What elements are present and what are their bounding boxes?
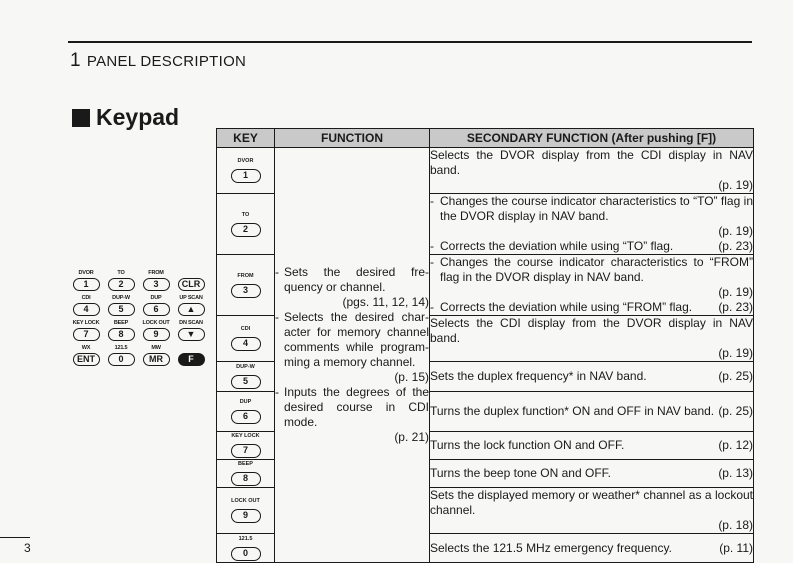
keypad-cell bbox=[105, 345, 137, 366]
secondary-item bbox=[430, 466, 753, 481]
key-button[interactable]: 9 bbox=[231, 509, 261, 523]
keypad-key-label: TO bbox=[117, 270, 125, 276]
secondary-line bbox=[430, 438, 753, 453]
table-header-row bbox=[217, 129, 754, 148]
keypad-key[interactable]: 7 bbox=[73, 328, 100, 341]
keypad-cell bbox=[105, 320, 137, 341]
keypad-key-label: DVOR bbox=[78, 270, 94, 276]
keypad-cell bbox=[70, 270, 102, 291]
secondary-dash: - bbox=[430, 194, 434, 208]
secondary-item bbox=[430, 488, 753, 533]
keypad-key-label: DUP-W bbox=[112, 295, 130, 301]
heading-square-icon bbox=[72, 109, 90, 127]
function-item bbox=[275, 265, 429, 295]
secondary-cell bbox=[430, 362, 754, 392]
keypad-key-label: WX bbox=[81, 345, 91, 351]
key-cell bbox=[217, 488, 275, 534]
function-text: Inputs the degrees of the desired course in CDI mode. bbox=[284, 385, 429, 429]
secondary-page-ref: (p. 18) bbox=[718, 518, 753, 532]
secondary-item bbox=[430, 239, 753, 254]
keypad-key[interactable]: 2 bbox=[108, 278, 135, 291]
keypad-key-label: 121.5 bbox=[114, 345, 128, 351]
secondary-item bbox=[430, 404, 753, 419]
secondary-page-ref: (p. 25) bbox=[718, 369, 753, 383]
function-text: Selects the desired char- acter for memory channel comments while program- ming a memory channel. bbox=[284, 310, 429, 369]
secondary-line bbox=[430, 541, 753, 556]
secondary-body bbox=[430, 438, 753, 453]
secondary-line bbox=[440, 300, 753, 315]
function-page-ref: (pgs. 11, 12, 14) bbox=[342, 295, 429, 309]
key-label: 121.5 bbox=[238, 535, 253, 542]
key-cell bbox=[217, 534, 275, 563]
keypad-key-label: UP SCAN bbox=[179, 295, 203, 301]
secondary-page-ref: (p. 19) bbox=[718, 285, 753, 299]
keypad-cell bbox=[140, 320, 172, 341]
keypad-key[interactable]: 6 bbox=[143, 303, 170, 316]
key-button[interactable]: 2 bbox=[231, 223, 261, 237]
keypad-key[interactable]: ▼ bbox=[178, 328, 205, 341]
keypad-key-label: FROM bbox=[148, 270, 164, 276]
keypad-cell bbox=[175, 270, 207, 291]
secondary-body bbox=[430, 316, 753, 361]
keypad-row bbox=[70, 320, 210, 344]
secondary-cell bbox=[430, 316, 754, 362]
secondary-line bbox=[430, 404, 753, 419]
keypad-cell bbox=[175, 295, 207, 316]
header-function: FUNCTION bbox=[275, 129, 430, 148]
keypad-key[interactable]: ▲ bbox=[178, 303, 205, 316]
secondary-cell bbox=[430, 534, 754, 563]
keypad-key-label: KEY LOCK bbox=[72, 320, 100, 326]
key-button[interactable]: 6 bbox=[231, 410, 261, 424]
key-label: FROM bbox=[237, 272, 254, 279]
keypad-cell bbox=[175, 345, 207, 366]
secondary-body bbox=[440, 300, 753, 315]
key-cell bbox=[217, 316, 275, 362]
function-cell bbox=[275, 148, 430, 563]
key-button[interactable]: 7 bbox=[231, 444, 261, 458]
function-item bbox=[275, 310, 429, 370]
keypad-cell bbox=[70, 295, 102, 316]
keypad-table bbox=[216, 128, 754, 563]
keypad-cell bbox=[105, 295, 137, 316]
key-label: DVOR bbox=[237, 158, 254, 164]
function-text: Sets the desired fre- quency or channel. bbox=[284, 265, 429, 294]
header-key: KEY bbox=[217, 129, 275, 148]
keypad-cell bbox=[105, 270, 137, 291]
keypad-key[interactable]: CLR bbox=[178, 278, 205, 291]
section-header bbox=[70, 50, 246, 72]
secondary-dash: - bbox=[430, 255, 434, 269]
function-page-ref: (p. 15) bbox=[394, 370, 429, 384]
secondary-body bbox=[440, 194, 753, 239]
secondary-cell bbox=[430, 392, 754, 432]
secondary-page-ref: (p. 25) bbox=[718, 404, 753, 418]
secondary-text: Selects the 121.5 MHz emergency frequency. bbox=[430, 540, 672, 555]
secondary-body bbox=[430, 466, 753, 481]
keypad-key-label bbox=[175, 345, 207, 352]
keypad-key-label: MW bbox=[151, 345, 161, 351]
secondary-page-ref: (p. 11) bbox=[719, 540, 753, 555]
page-number: 3 bbox=[24, 541, 31, 555]
page-heading bbox=[72, 104, 179, 131]
key-label: LOCK OUT bbox=[231, 498, 260, 504]
keypad-cell bbox=[140, 295, 172, 316]
keypad-key-label: LOCK OUT bbox=[142, 320, 170, 326]
secondary-page-ref: (p. 13) bbox=[718, 466, 753, 480]
key-label: BEEP bbox=[238, 461, 253, 467]
secondary-text: Turns the lock function ON and OFF. bbox=[430, 438, 625, 452]
secondary-page-ref: (p. 19) bbox=[718, 178, 753, 192]
keypad-key-label bbox=[175, 270, 207, 277]
keypad-cell bbox=[140, 270, 172, 291]
keypad-cell bbox=[70, 320, 102, 341]
key-cell bbox=[217, 460, 275, 488]
key-button[interactable]: 8 bbox=[231, 472, 261, 486]
secondary-cell bbox=[430, 194, 754, 255]
secondary-page-ref: (p. 23) bbox=[718, 300, 753, 314]
secondary-text: Sets the duplex frequency* in NAV band. bbox=[430, 369, 647, 383]
secondary-page-ref: (p. 12) bbox=[718, 438, 753, 452]
keypad-key[interactable]: ENT bbox=[73, 353, 100, 366]
secondary-body bbox=[430, 369, 753, 384]
secondary-text: Changes the course indicator characteristics to “FROM” flag in the DVOR display in NAV band. bbox=[440, 255, 753, 284]
table-body bbox=[217, 148, 754, 563]
key-label: KEY LOCK bbox=[231, 433, 260, 439]
secondary-item bbox=[430, 148, 753, 193]
key-button[interactable]: 5 bbox=[231, 375, 261, 389]
secondary-page-ref: (p. 19) bbox=[718, 224, 753, 238]
keypad-key[interactable]: 5 bbox=[108, 303, 135, 316]
key-button[interactable]: 0 bbox=[231, 547, 261, 561]
keypad-key[interactable]: MR bbox=[143, 353, 170, 366]
keypad-key-label: DN SCAN bbox=[179, 320, 203, 326]
key-button[interactable]: 1 bbox=[231, 169, 261, 183]
keypad-row bbox=[70, 345, 210, 369]
secondary-body bbox=[440, 239, 753, 254]
keypad-key[interactable]: 1 bbox=[73, 278, 100, 291]
table-row bbox=[217, 148, 754, 194]
keypad-key-label: CDI bbox=[81, 295, 91, 301]
secondary-line bbox=[430, 369, 753, 384]
key-cell bbox=[217, 432, 275, 460]
keypad-key[interactable]: F bbox=[178, 353, 205, 366]
secondary-text: Turns the beep tone ON and OFF. bbox=[430, 466, 611, 480]
keypad-cell bbox=[140, 345, 172, 366]
keypad-key[interactable]: 9 bbox=[143, 328, 170, 341]
key-label: CDI bbox=[240, 326, 251, 332]
section-title: PANEL DESCRIPTION bbox=[86, 53, 247, 70]
function-dash: - bbox=[275, 385, 279, 399]
page-number-rule bbox=[0, 537, 30, 538]
header-secondary: SECONDARY FUNCTION (After pushing [F]) bbox=[430, 129, 754, 148]
key-label: DUP-W bbox=[236, 364, 255, 370]
secondary-line bbox=[430, 466, 753, 481]
secondary-text: Corrects the deviation while using “FROM” flag. bbox=[440, 300, 693, 314]
secondary-body bbox=[440, 255, 753, 300]
key-cell bbox=[217, 194, 275, 255]
key-cell bbox=[217, 392, 275, 432]
keypad-key[interactable]: 4 bbox=[73, 303, 100, 316]
secondary-dash: - bbox=[430, 300, 434, 314]
secondary-body bbox=[430, 148, 753, 193]
key-cell bbox=[217, 255, 275, 316]
secondary-item bbox=[430, 541, 753, 556]
function-item bbox=[275, 385, 429, 430]
key-cell bbox=[217, 362, 275, 392]
header-rule bbox=[68, 41, 752, 43]
heading-text: Keypad bbox=[96, 104, 180, 130]
secondary-cell bbox=[430, 432, 754, 460]
secondary-text: Sets the displayed memory or weather* channel as a lockout channel. bbox=[430, 488, 753, 517]
key-label: TO bbox=[241, 211, 250, 218]
secondary-text: Selects the DVOR display from the CDI display in NAV band. bbox=[430, 148, 753, 177]
secondary-item bbox=[430, 255, 753, 300]
key-button[interactable]: 3 bbox=[231, 284, 261, 298]
secondary-body bbox=[430, 404, 753, 419]
secondary-page-ref: (p. 23) bbox=[718, 239, 753, 253]
secondary-line bbox=[440, 239, 753, 254]
secondary-item bbox=[430, 300, 753, 315]
function-dash: - bbox=[275, 310, 279, 324]
keypad-key-label: BEEP bbox=[113, 320, 129, 326]
secondary-text: Turns the duplex function* ON and OFF in NAV band. bbox=[430, 404, 715, 418]
keypad-row bbox=[70, 270, 210, 294]
keypad-key-label: DUP bbox=[150, 295, 162, 301]
secondary-cell bbox=[430, 148, 754, 194]
secondary-body bbox=[430, 488, 753, 533]
secondary-text: Selects the CDI display from the DVOR display in NAV band. bbox=[430, 316, 753, 345]
secondary-text: Corrects the deviation while using “TO” flag. bbox=[440, 239, 674, 253]
keypad-key[interactable]: 0 bbox=[108, 353, 135, 366]
secondary-cell bbox=[430, 460, 754, 488]
secondary-page-ref: (p. 19) bbox=[718, 346, 753, 360]
key-cell bbox=[217, 148, 275, 194]
section-number: 1 bbox=[70, 50, 81, 71]
secondary-item bbox=[430, 194, 753, 239]
secondary-item bbox=[430, 369, 753, 384]
secondary-item bbox=[430, 316, 753, 361]
secondary-text: Changes the course indicator characteristics to “TO” flag in the DVOR display in NAV band. bbox=[440, 194, 753, 223]
secondary-cell bbox=[430, 488, 754, 534]
function-dash: - bbox=[275, 265, 279, 279]
key-label: DUP bbox=[239, 399, 252, 405]
function-page-ref: (p. 21) bbox=[394, 430, 429, 444]
secondary-item bbox=[430, 438, 753, 453]
keypad-cell bbox=[70, 345, 102, 366]
secondary-dash: - bbox=[430, 239, 434, 253]
keypad-key[interactable]: 3 bbox=[143, 278, 170, 291]
secondary-cell bbox=[430, 255, 754, 316]
key-button[interactable]: 4 bbox=[231, 337, 261, 351]
keypad-cell bbox=[175, 320, 207, 341]
secondary-body bbox=[430, 541, 753, 556]
keypad-key[interactable]: 8 bbox=[108, 328, 135, 341]
keypad-row bbox=[70, 295, 210, 319]
